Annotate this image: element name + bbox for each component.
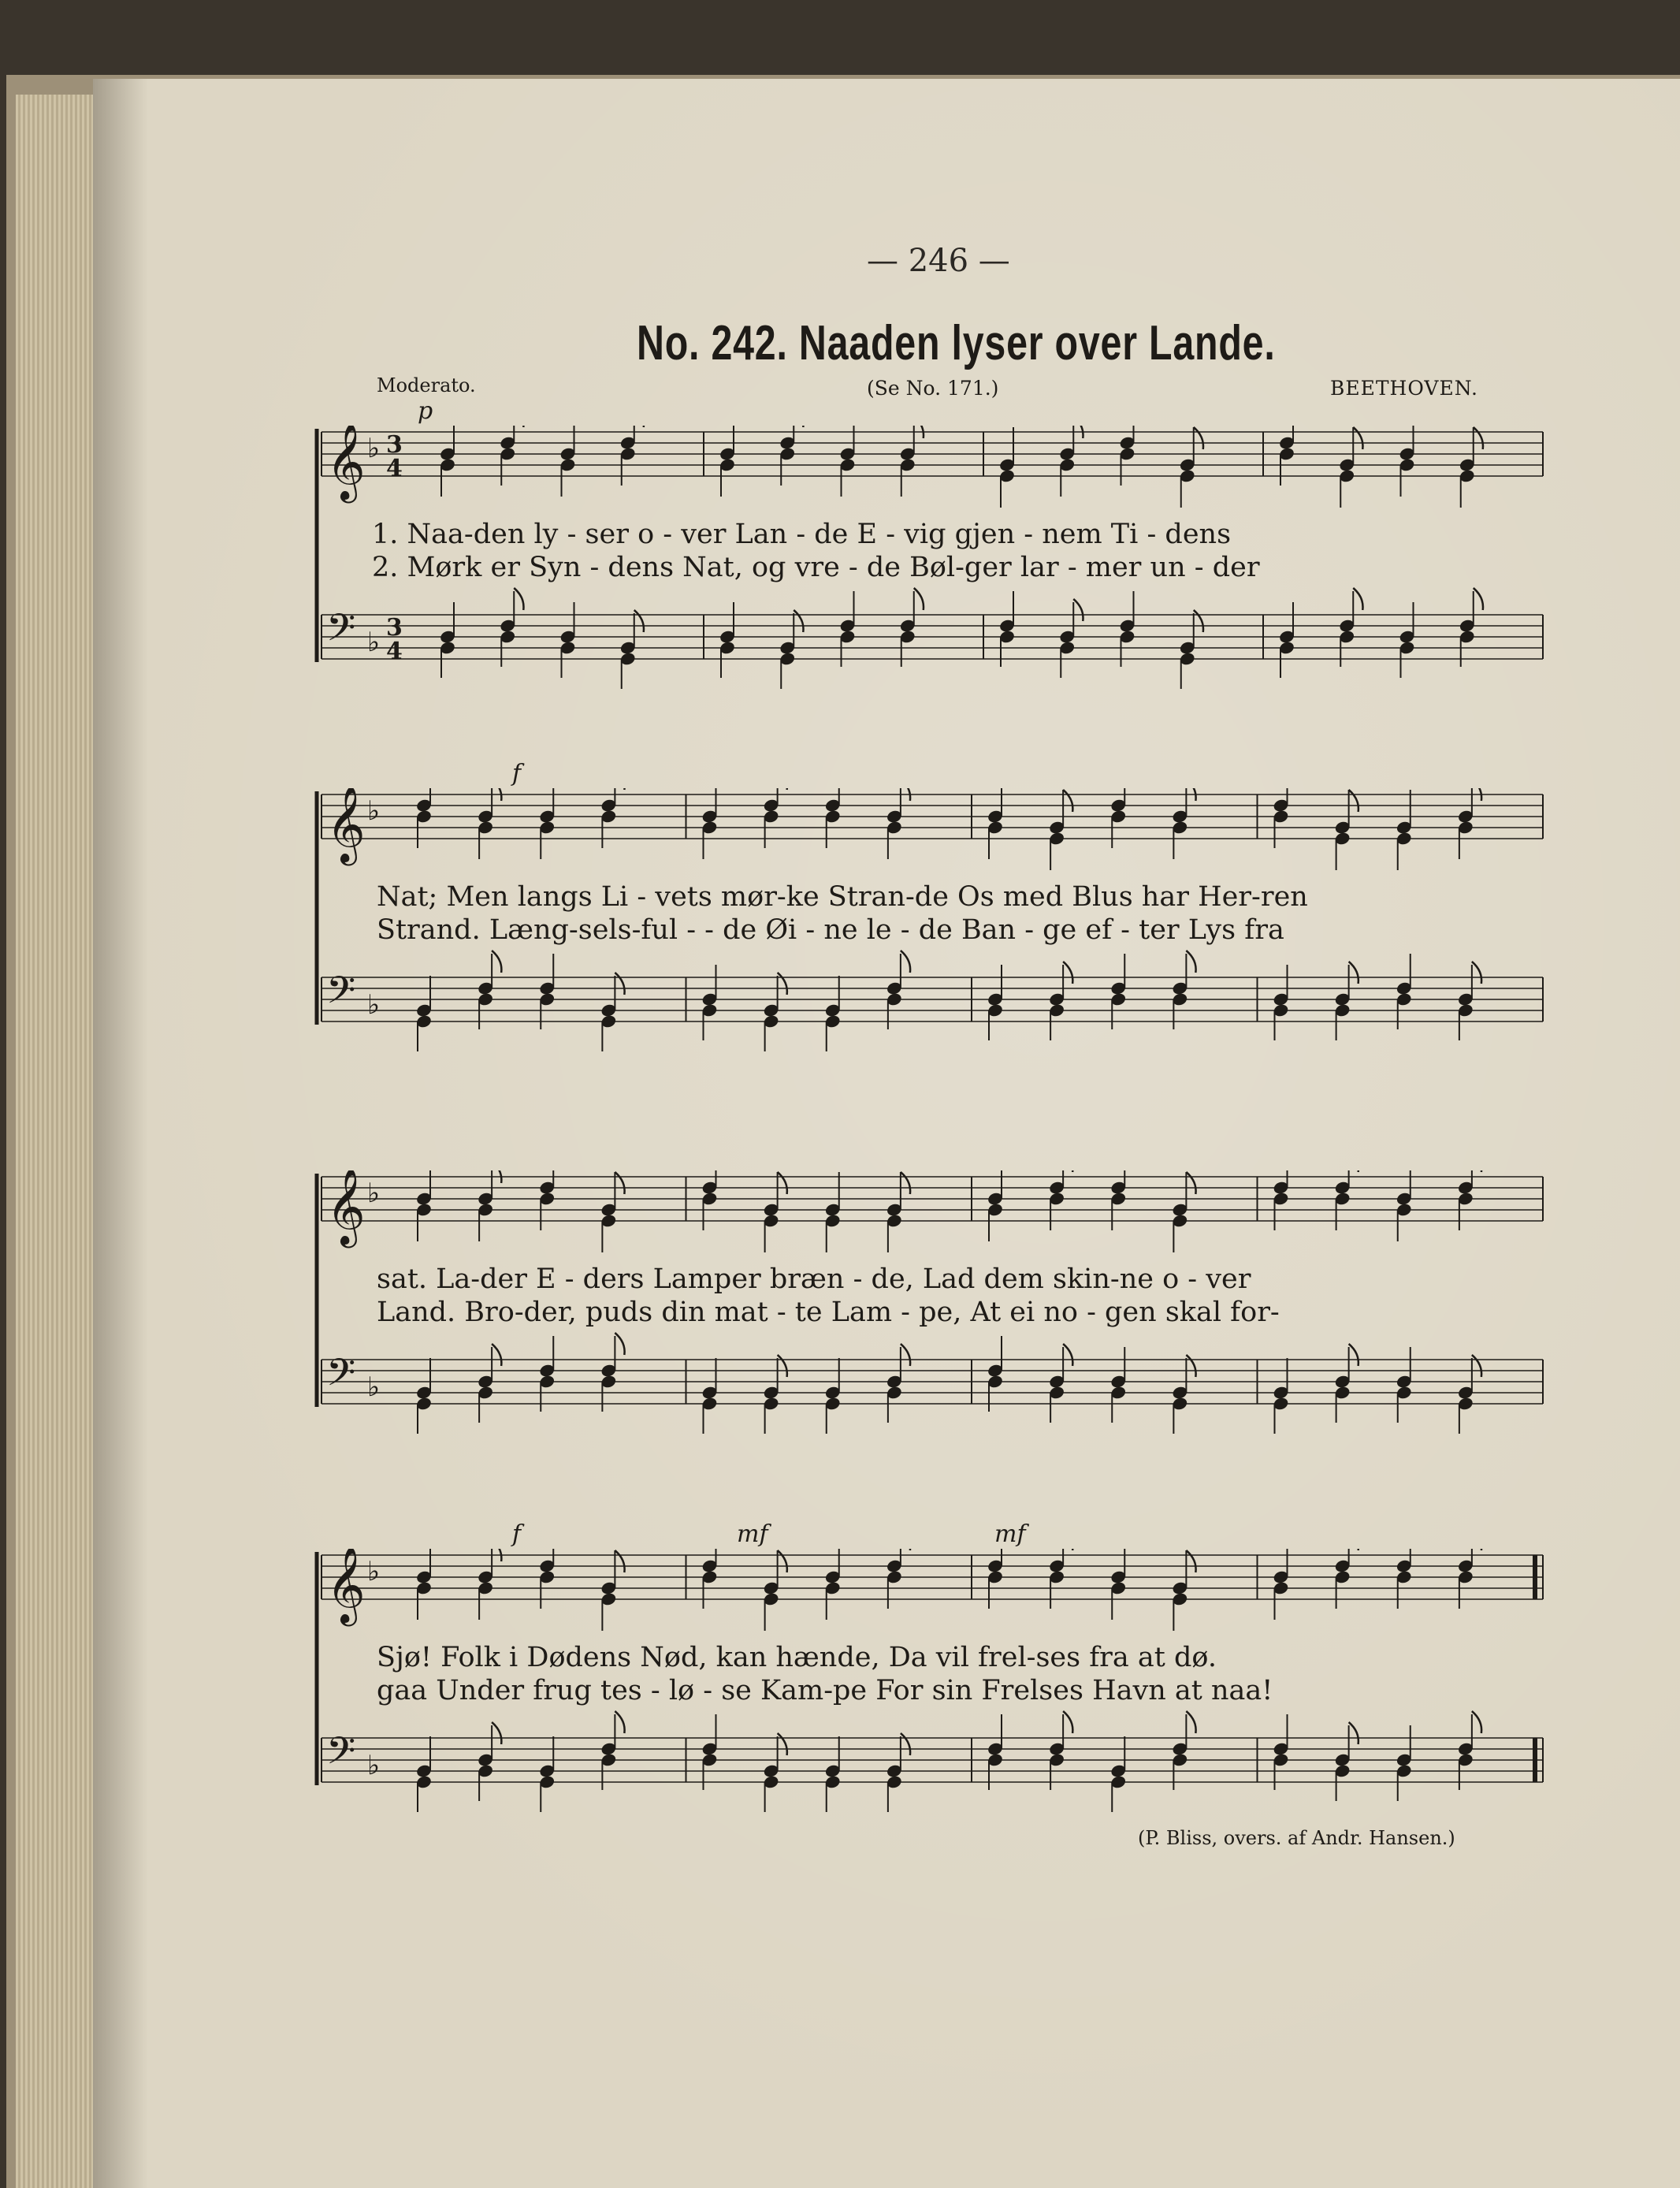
lyric-credit: (P. Bliss, overs. af Andr. Hansen.) [1138,1827,1455,1849]
svg-text:𝄞: 𝄞 [326,1549,366,1623]
lyric-verse-1: Sjø! Folk i Dødens Nød, kan hænde, Da vil frel-ses fra at dø. [377,1642,1217,1673]
lyric-verse-1: 1. Naa-den ly - ser o - ver Lan - de E - vig gjen - nem Ti - dens [372,519,1232,550]
svg-text:4: 4 [386,455,403,482]
lyric-verse-2: 2. Mørk er Syn - dens Nat, og vre - de Bøl-ger lar - mer un - der [372,552,1260,583]
svg-text:♭: ♭ [367,989,381,1021]
svg-text:𝄞: 𝄞 [326,788,366,862]
hymn-title: No. 242. Naaden lyser over Lande. [637,316,1276,370]
dynamic-marking: mf [737,1520,768,1548]
tempo-marking: Moderato. [377,374,476,396]
svg-text:3: 3 [386,614,403,642]
svg-text:3: 3 [386,431,403,459]
svg-text:♭: ♭ [367,433,381,464]
dynamic-marking: p [418,397,433,425]
dynamic-marking: f [512,760,522,787]
svg-text:𝄢: 𝄢 [326,1728,356,1782]
svg-text:𝄢: 𝄢 [326,968,356,1021]
lyric-verse-1: sat. La-der E - ders Lamper bræn - de, Lad dem skin-ne o - ver [377,1263,1251,1295]
svg-text:♭: ♭ [367,1556,381,1587]
lyric-verse-1: Nat; Men langs Li - vets mør-ke Stran-de Os med Blus har Her-ren [377,881,1308,913]
svg-text:♭: ♭ [367,627,381,658]
svg-text:𝄢: 𝄢 [326,1350,356,1404]
lyric-verse-2: Land. Bro-der, puds din mat - te Lam - pe, At ei no - gen skal for- [377,1297,1280,1328]
svg-text:𝄞: 𝄞 [326,426,366,500]
svg-text:4: 4 [386,638,403,665]
svg-text:♭: ♭ [367,1371,381,1403]
lyric-verse-2: gaa Under frug tes - lø - se Kam-pe For sin Frelses Havn at naa! [377,1675,1273,1706]
svg-text:♭: ♭ [367,1750,381,1781]
lyric-verse-2: Strand. Læng-sels-ful - - de Øi - ne le - de Ban - ge ef - ter Lys fra [377,914,1284,946]
page-gutter-shadow [93,79,148,2188]
dynamic-marking: mf [994,1520,1026,1548]
composer: BEETHOVEN. [1330,377,1478,400]
svg-text:♭: ♭ [367,795,381,827]
svg-text:♭: ♭ [367,1178,381,1209]
dynamic-marking: f [512,1520,522,1548]
page-number: — 246 — [867,243,1010,279]
svg-text:𝄞: 𝄞 [326,1170,366,1245]
svg-text:𝄢: 𝄢 [326,605,356,659]
hymn-reference: (Se No. 171.) [867,377,999,400]
